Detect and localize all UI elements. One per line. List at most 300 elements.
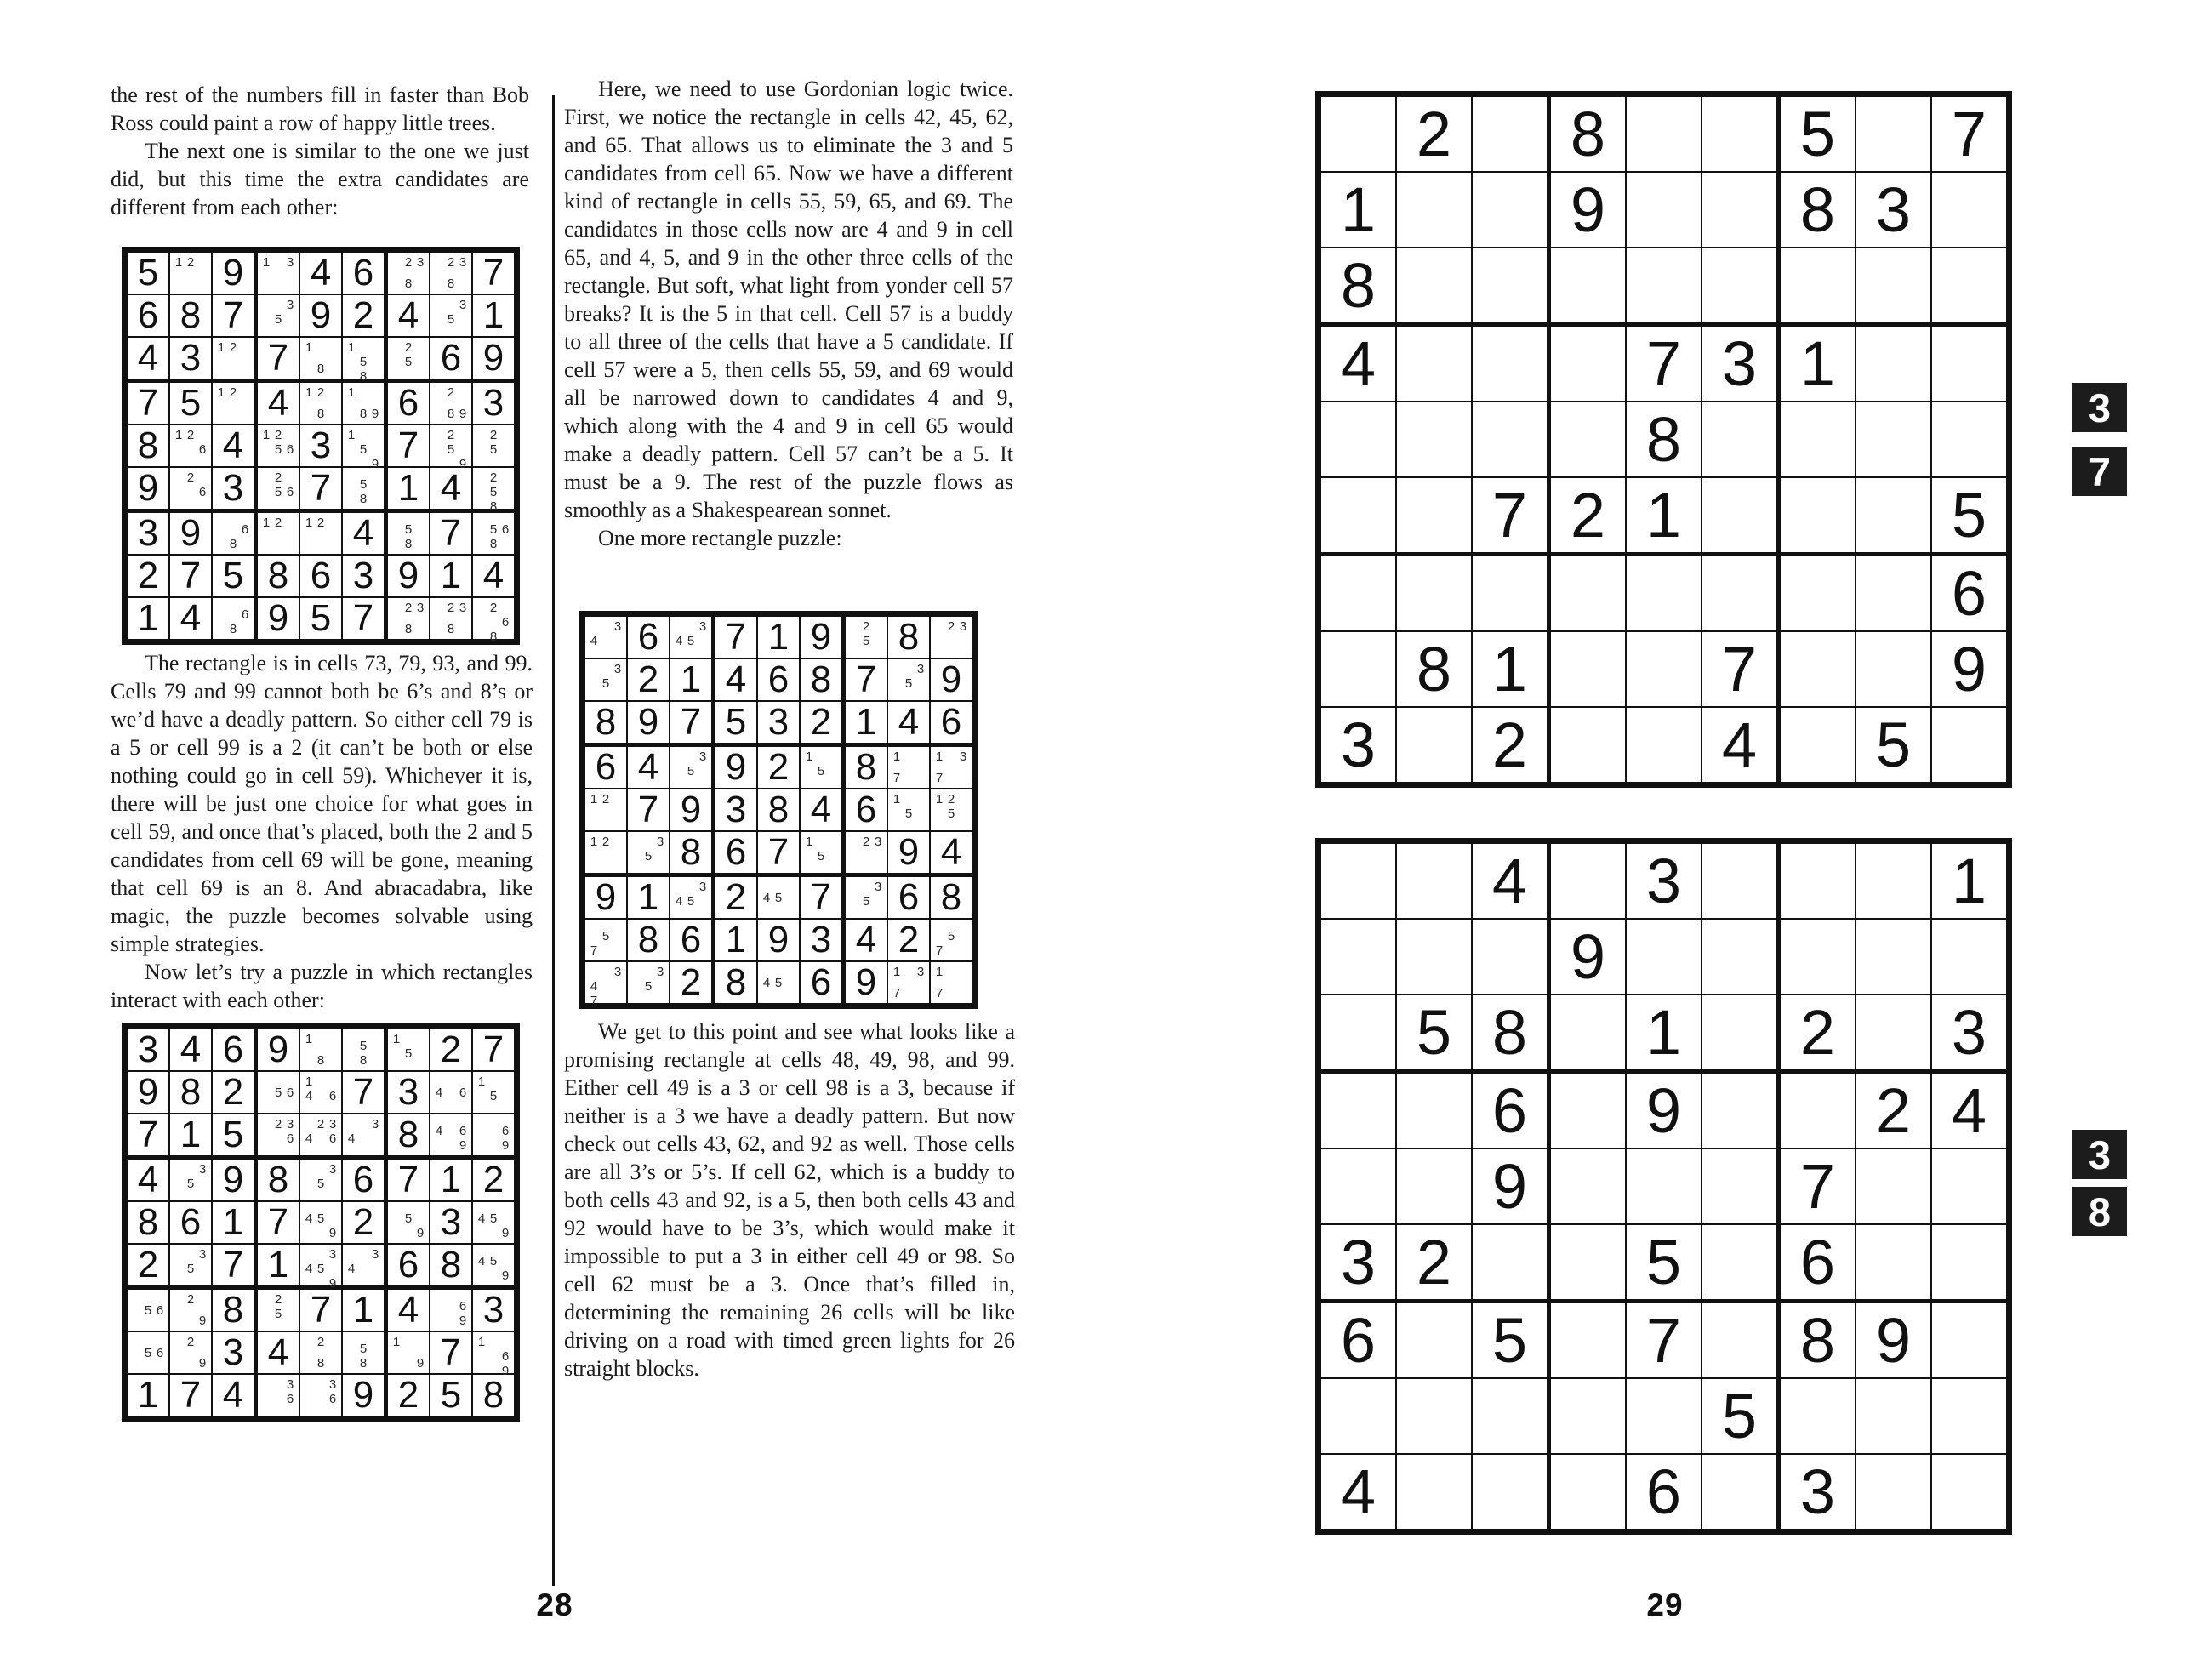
candidate-digit: 8 (316, 407, 325, 421)
candidate-digit: 6 (459, 1299, 467, 1314)
sudoku-cell (170, 1114, 213, 1160)
given-digit: 7 (137, 382, 159, 424)
given-digit: 8 (855, 746, 877, 788)
given-digit: 3 (482, 382, 505, 424)
given-digit: 3 (1721, 328, 1758, 399)
given-digit: 1 (180, 1114, 202, 1155)
sudoku-cell (1781, 1225, 1856, 1303)
candidate-grid (585, 789, 626, 830)
sudoku-cell (473, 1332, 514, 1378)
given-digit: 8 (1645, 404, 1682, 475)
sudoku-cell (213, 1245, 258, 1290)
sudoku-cell (1781, 1455, 1856, 1529)
left-column-middle-text (111, 649, 533, 1014)
given-digit: 9 (1951, 634, 1987, 704)
candidate-digit: 5 (144, 1345, 152, 1360)
given-digit: 7 (1491, 480, 1528, 550)
given-digit: 4 (1340, 1456, 1377, 1527)
candidate-grid (388, 513, 429, 554)
candidate-digit: 8 (359, 1356, 368, 1371)
sudoku-cell (473, 1160, 514, 1202)
sudoku-grid-5 (1315, 838, 2012, 1535)
given-digit: 8 (397, 1114, 419, 1155)
candidate-digit: 3 (198, 1162, 207, 1177)
sudoku-cell (1397, 708, 1473, 782)
given-digit: 4 (1491, 846, 1528, 916)
candidate-digit: 5 (947, 929, 955, 943)
candidate-digit: 5 (774, 890, 783, 905)
given-digit: 6 (137, 294, 159, 336)
candidate-digit: 4 (477, 1254, 486, 1268)
given-digit: 5 (1799, 99, 1836, 169)
given-digit: 3 (352, 555, 374, 596)
candidate-grid (300, 513, 341, 554)
candidate-digit: 4 (305, 1131, 313, 1146)
candidate-grid (213, 383, 254, 424)
given-digit: 5 (1951, 480, 1987, 550)
candidate-digit: 6 (328, 1089, 337, 1103)
candidate-grid (670, 877, 711, 918)
candidate-grid (300, 383, 341, 424)
sudoku-cell (170, 253, 213, 295)
given-digit: 9 (310, 294, 332, 336)
sudoku-cell (628, 962, 670, 1003)
candidate-grid (430, 598, 471, 639)
sudoku-cell (1781, 402, 1856, 478)
candidate-digit: 5 (274, 485, 282, 499)
sudoku-cell (430, 1114, 473, 1160)
sudoku-cell (1321, 97, 1397, 173)
given-digit: 9 (680, 789, 702, 830)
given-digit: 1 (137, 1374, 159, 1416)
sudoku-cell (1702, 1149, 1781, 1225)
sudoku-cell (430, 1072, 473, 1114)
sudoku-cell (388, 1245, 430, 1290)
given-digit: 4 (397, 1289, 419, 1331)
given-digit: 2 (397, 1374, 419, 1416)
sudoku-cell (1932, 1225, 2006, 1303)
sudoku-cell (1551, 173, 1627, 248)
sudoku-cell (170, 1375, 213, 1416)
candidate-digit: 2 (274, 1117, 282, 1131)
sudoku-cell (213, 556, 258, 598)
sudoku-cell (1473, 1074, 1551, 1149)
given-digit: 4 (855, 919, 877, 960)
given-digit: 2 (352, 1201, 374, 1243)
candidate-grid (670, 617, 711, 658)
candidate-digit: 6 (156, 1345, 164, 1360)
sudoku-cell (1397, 97, 1473, 173)
given-digit: 4 (267, 1331, 289, 1373)
candidate-digit: 8 (229, 537, 237, 551)
sudoku-cell (1856, 248, 1932, 327)
candidate-digit: 4 (590, 634, 598, 648)
given-digit: 3 (440, 1201, 462, 1243)
given-digit: 9 (222, 1159, 244, 1200)
sudoku-cell (1473, 632, 1551, 708)
given-digit: 4 (1951, 1075, 1987, 1146)
given-digit: 6 (680, 919, 702, 960)
sudoku-cell (1321, 1074, 1397, 1149)
sudoku-cell (213, 295, 258, 338)
sudoku-cell (473, 1290, 514, 1332)
candidate-digit: 6 (241, 607, 249, 622)
given-digit: 2 (137, 1244, 159, 1285)
candidate-digit: 5 (359, 1342, 368, 1356)
candidate-digit: 2 (186, 428, 195, 442)
given-digit: 9 (940, 658, 962, 700)
sudoku-cell (1551, 995, 1627, 1074)
candidate-digit: 1 (892, 792, 901, 807)
sudoku-cell (1932, 995, 2006, 1074)
sudoku-cell (1397, 173, 1473, 248)
sudoku-cell (1781, 1303, 1856, 1379)
sudoku-cell (888, 920, 931, 962)
sudoku-cell (258, 1160, 300, 1202)
sudoku-cell (1856, 327, 1932, 402)
given-digit: 9 (1570, 921, 1606, 992)
candidate-digit: 5 (687, 634, 695, 648)
sudoku-cell (388, 1029, 430, 1072)
given-digit: 6 (397, 382, 419, 424)
given-digit: 9 (1645, 1075, 1682, 1146)
sudoku-cell (1932, 402, 2006, 478)
sudoku-cell (1321, 327, 1397, 402)
candidate-digit: 5 (904, 676, 913, 691)
candidate-digit: 4 (305, 1089, 313, 1103)
sudoku-cell (300, 1072, 343, 1114)
candidate-digit: 5 (687, 764, 695, 778)
candidate-grid (258, 1072, 299, 1113)
given-digit: 8 (1570, 99, 1606, 169)
sudoku-cell (170, 1029, 213, 1072)
candidate-digit: 4 (762, 890, 771, 905)
sudoku-cell (1781, 97, 1856, 173)
candidate-grid (931, 747, 972, 788)
sudoku-cell (1551, 327, 1627, 402)
candidate-grid (258, 295, 299, 336)
candidate-digit: 1 (805, 750, 813, 764)
candidate-digit: 5 (862, 634, 870, 648)
given-digit: 9 (352, 1374, 374, 1416)
sudoku-cell (213, 1332, 258, 1375)
candidate-grid (430, 383, 471, 424)
candidate-grid (258, 468, 299, 509)
candidate-grid (430, 1114, 471, 1155)
sudoku-cell (628, 789, 670, 832)
candidate-grid (388, 1029, 429, 1070)
candidate-digit: 2 (274, 516, 282, 530)
sudoku-cell (1397, 844, 1473, 920)
sudoku-cell (430, 1290, 473, 1332)
given-digit: 8 (137, 1201, 159, 1243)
given-digit: 9 (1570, 174, 1606, 245)
sudoku-cell (170, 383, 213, 425)
sudoku-cell (343, 383, 388, 425)
candidate-digit: 2 (489, 601, 498, 615)
sudoku-cell (1932, 327, 2006, 402)
candidate-digit: 9 (459, 1138, 467, 1153)
candidate-digit: 5 (489, 1211, 498, 1226)
candidate-digit: 1 (262, 255, 271, 270)
given-digit: 1 (1340, 174, 1377, 245)
sudoku-cell (1321, 1303, 1397, 1379)
candidate-grid (170, 1332, 211, 1373)
given-digit: 9 (267, 597, 289, 639)
given-digit: 9 (137, 467, 159, 509)
candidate-digit: 5 (489, 1254, 498, 1268)
candidate-digit: 7 (892, 986, 901, 1000)
sudoku-cell (1397, 327, 1473, 402)
sudoku-cell (258, 1029, 300, 1072)
sudoku-cell (258, 1114, 300, 1160)
sudoku-cell (128, 338, 170, 383)
sudoku-cell (170, 1072, 213, 1114)
sudoku-cell (1397, 1303, 1473, 1379)
given-digit: 3 (137, 512, 159, 554)
sudoku-cell (1932, 1074, 2006, 1149)
sudoku-cell (931, 747, 972, 789)
sudoku-cell (1397, 248, 1473, 327)
candidate-digit: 4 (675, 634, 683, 648)
candidate-grid (801, 832, 841, 873)
candidate-digit: 4 (435, 1085, 443, 1100)
sudoku-cell (1627, 402, 1702, 478)
sudoku-cell (1702, 97, 1781, 173)
candidate-digit: 8 (359, 492, 368, 506)
candidate-digit: 9 (371, 407, 379, 421)
candidate-digit: 9 (501, 1226, 510, 1240)
sudoku-cell (585, 702, 628, 747)
given-digit: 7 (222, 1244, 244, 1285)
sudoku-cell (1321, 995, 1397, 1074)
sudoku-cell (931, 920, 972, 962)
given-digit: 9 (1491, 1151, 1528, 1222)
sudoku-cell (758, 962, 801, 1003)
sudoku-cell (1781, 920, 1856, 995)
candidate-digit: 2 (447, 385, 455, 400)
given-digit: 1 (1491, 634, 1528, 704)
candidate-grid (846, 617, 887, 658)
sudoku-cell (1702, 708, 1781, 782)
sudoku-cell (628, 877, 670, 920)
candidate-digit: 2 (186, 470, 195, 485)
sudoku-cell (1551, 844, 1627, 920)
given-digit: 7 (222, 294, 244, 336)
candidate-digit: 5 (359, 442, 368, 457)
paragraph: the rest of the numbers fill in faster than Bob Ross could paint a row of happy little trees. (111, 83, 529, 135)
sudoku-cell (258, 598, 300, 639)
candidate-digit: 5 (489, 485, 498, 499)
candidate-digit: 7 (590, 943, 598, 958)
given-digit: 2 (1875, 1075, 1912, 1146)
sudoku-cell (585, 747, 628, 789)
sudoku-cell (430, 383, 473, 425)
candidate-digit: 2 (404, 601, 413, 615)
candidate-digit: 1 (347, 340, 356, 355)
candidate-digit: 9 (501, 1364, 510, 1378)
sudoku-cell (585, 877, 628, 920)
candidate-grid (931, 962, 972, 1003)
candidate-digit: 3 (286, 298, 294, 312)
sudoku-cell (170, 556, 213, 598)
sudoku-cell (670, 920, 715, 962)
candidate-digit: 3 (613, 662, 622, 676)
candidate-digit: 5 (862, 894, 870, 909)
given-digit: 5 (222, 555, 244, 596)
sudoku-cell (888, 702, 931, 747)
candidate-digit: 6 (286, 1131, 294, 1146)
candidate-digit: 3 (874, 835, 882, 849)
given-digit: 2 (482, 1159, 505, 1200)
candidate-digit: 2 (601, 792, 610, 807)
given-digit: 3 (397, 1071, 419, 1113)
given-digit: 8 (1340, 250, 1377, 321)
candidate-grid (888, 747, 929, 788)
sudoku-cell (170, 468, 213, 513)
sudoku-cell (715, 877, 758, 920)
sudoku-cell (1932, 97, 2006, 173)
sudoku-cell (1932, 478, 2006, 556)
candidate-digit: 3 (459, 255, 467, 270)
given-digit: 9 (855, 961, 877, 1003)
candidate-digit: 4 (435, 1124, 443, 1138)
sudoku-cell (715, 920, 758, 962)
given-digit: 7 (1645, 1305, 1682, 1376)
given-digit: 6 (1645, 1456, 1682, 1527)
sudoku-cell (258, 338, 300, 383)
candidate-digit: 3 (698, 880, 707, 894)
sudoku-cell (1627, 327, 1702, 402)
sudoku-cell (388, 1290, 430, 1332)
given-digit: 8 (1416, 634, 1452, 704)
candidate-digit: 1 (892, 750, 901, 764)
given-digit: 9 (482, 337, 505, 379)
sudoku-cell (1551, 1379, 1627, 1455)
sudoku-cell (1932, 844, 2006, 920)
given-digit: 8 (137, 425, 159, 466)
sudoku-cell (888, 832, 931, 877)
right-column-bottom-text (564, 1017, 1015, 1382)
sudoku-grid-4 (1315, 91, 2012, 788)
sudoku-cell (1702, 1455, 1781, 1529)
candidate-digit: 8 (359, 407, 368, 421)
candidate-digit: 1 (392, 1032, 401, 1046)
candidate-digit: 5 (904, 807, 913, 821)
given-digit: 7 (482, 252, 505, 294)
sudoku-cell (430, 295, 473, 338)
candidate-digit: 5 (644, 979, 653, 994)
given-digit: 7 (180, 1374, 202, 1416)
sudoku-cell (1781, 173, 1856, 248)
sudoku-cell (931, 877, 972, 920)
candidate-digit: 1 (935, 965, 944, 979)
sudoku-cell (258, 1375, 300, 1416)
sudoku-cell (388, 383, 430, 425)
sudoku-cell (1397, 995, 1473, 1074)
given-digit: 5 (1875, 710, 1912, 780)
sudoku-cell (758, 747, 801, 789)
given-digit: 6 (1491, 1075, 1528, 1146)
sudoku-cell (1551, 632, 1627, 708)
sudoku-cell (213, 1029, 258, 1072)
candidate-grid (931, 617, 972, 658)
sudoku-cell (931, 832, 972, 877)
sudoku-cell (801, 789, 846, 832)
sudoku-cell (1473, 402, 1551, 478)
candidate-grid (388, 1202, 429, 1243)
sudoku-cell (1856, 1455, 1932, 1529)
candidate-digit: 4 (675, 894, 683, 909)
sudoku-cell (1856, 632, 1932, 708)
given-digit: 1 (440, 1159, 462, 1200)
given-digit: 7 (810, 876, 832, 918)
sudoku-cell (846, 659, 888, 702)
sudoku-cell (1473, 1149, 1551, 1225)
candidate-digit: 2 (489, 470, 498, 485)
candidate-grid (300, 1245, 341, 1291)
sudoku-cell (128, 1332, 170, 1375)
candidate-digit: 7 (590, 994, 598, 1008)
candidate-digit: 5 (817, 764, 825, 778)
sudoku-cell (430, 1332, 473, 1375)
sudoku-cell (300, 1290, 343, 1332)
sudoku-cell (343, 598, 388, 639)
sudoku-cell (213, 1114, 258, 1160)
candidate-digit: 6 (501, 1124, 510, 1138)
sudoku-cell (213, 425, 258, 468)
candidate-grid (846, 832, 887, 873)
sudoku-cell (388, 1202, 430, 1245)
given-digit: 8 (767, 789, 790, 830)
candidate-digit: 2 (229, 385, 237, 400)
edge-tab-top-digit-2: 7 (2072, 447, 2127, 496)
candidate-digit: 2 (404, 340, 413, 355)
sudoku-cell (1781, 248, 1856, 327)
sudoku-cell (758, 789, 801, 832)
candidate-digit: 1 (217, 385, 225, 400)
candidate-digit: 3 (656, 965, 664, 979)
candidate-digit: 1 (217, 340, 225, 355)
candidate-digit: 6 (459, 1085, 467, 1100)
sudoku-cell (388, 295, 430, 338)
candidate-digit: 1 (174, 428, 183, 442)
sudoku-cell (1627, 1455, 1702, 1529)
given-digit: 8 (595, 701, 617, 743)
candidate-grid (343, 468, 384, 509)
given-digit: 4 (137, 1159, 159, 1200)
given-digit: 8 (940, 876, 962, 918)
candidate-digit: 3 (613, 965, 622, 979)
sudoku-cell (388, 556, 430, 598)
sudoku-cell (128, 468, 170, 513)
given-digit: 4 (180, 1029, 202, 1070)
sudoku-cell (1781, 1074, 1856, 1149)
given-digit: 4 (222, 425, 244, 466)
candidate-digit: 9 (459, 457, 467, 471)
given-digit: 6 (397, 1244, 419, 1285)
candidate-digit: 6 (198, 442, 207, 457)
sudoku-grid-1 (122, 247, 520, 645)
given-digit: 4 (1340, 328, 1377, 399)
sudoku-cell (473, 1375, 514, 1416)
candidate-grid (213, 513, 254, 554)
candidate-grid (888, 789, 929, 830)
sudoku-cell (931, 789, 972, 832)
sudoku-cell (1473, 556, 1551, 632)
sudoku-cell (213, 1290, 258, 1332)
sudoku-cell (1397, 1225, 1473, 1303)
